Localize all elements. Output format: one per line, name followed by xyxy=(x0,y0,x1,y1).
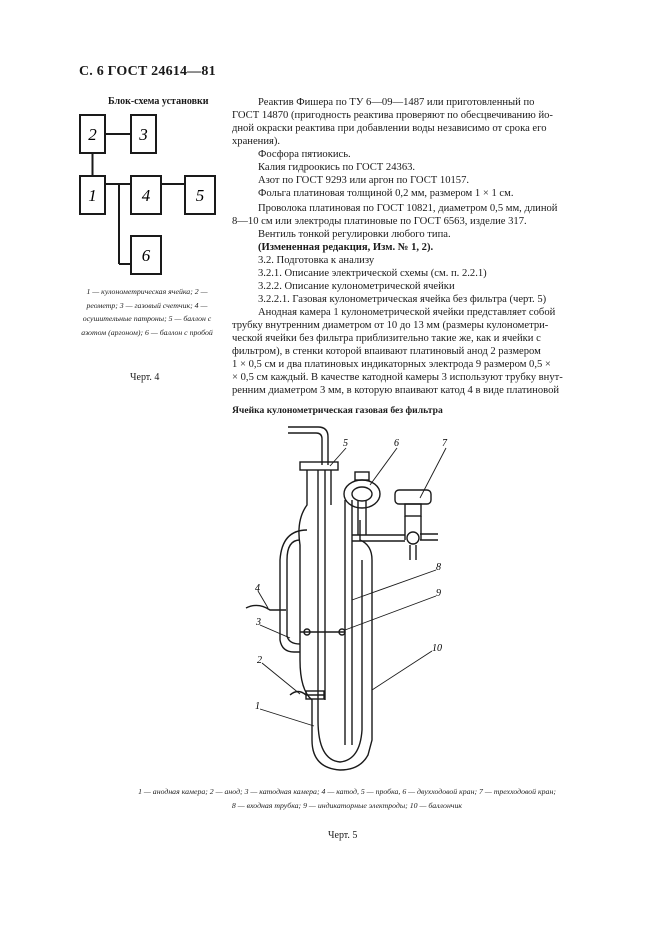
body-line-amendment: (Измененная редакция, Изм. № 1, 2). xyxy=(258,242,434,253)
body-line: ренним диаметром 3 мм, в которую впаивают катод 4 в виде платиновой xyxy=(232,385,560,396)
fig5-label-3: 3 xyxy=(256,617,261,628)
fig5-label-7: 7 xyxy=(442,438,447,449)
block-label-1: 1 xyxy=(88,186,97,205)
body-line: ГОСТ 14870 (пригодность реактива проверяют по обесцвечиванию йо- xyxy=(232,110,553,121)
body-line: 1 × 0,5 см и два платиновых индикаторных электрода 9 размером 0,5 × xyxy=(232,359,551,370)
figure-5-title: Ячейка кулонометрическая газовая без фильтра xyxy=(232,405,443,416)
body-line: Азот по ГОСТ 9293 или аргон по ГОСТ 10157. xyxy=(258,175,470,186)
body-line: 3.2. Подготовка к анализу xyxy=(258,255,375,266)
body-line: фильтром), в стенки которой впаивают платиновый анод 2 размером xyxy=(232,346,541,357)
body-line: × 0,5 см каждый. В качестве катодной камеры 3 используют трубку внут- xyxy=(232,372,563,383)
body-line: Фосфора пятиокись. xyxy=(258,149,351,160)
block-label-5: 5 xyxy=(195,186,205,205)
fig5-label-1: 1 xyxy=(255,701,260,712)
figure-5-caption-line2: 8 — входная трубка; 9 — индикаторные электроды; 10 — баллончик xyxy=(231,801,463,810)
body-line: 3.2.2.1. Газовая кулонометрическая ячейка без фильтра (черт. 5) xyxy=(258,294,547,305)
fig5-label-10: 10 xyxy=(432,643,442,654)
body-line: Реактив Фишера по ТУ 6—09—1487 или приготовленный по xyxy=(258,97,535,108)
body-line: Проволока платиновая по ГОСТ 10821, диаметром 0,5 мм, длиной xyxy=(258,203,558,214)
body-line: 3.2.2. Описание кулонометрической ячейки xyxy=(258,281,455,292)
body-line: 8—10 см или электроды платиновые по ГОСТ 6563, изделие 317. xyxy=(232,216,527,227)
fig5-label-6: 6 xyxy=(394,438,399,449)
fig5-label-2: 2 xyxy=(257,655,262,666)
figure-4-label: Черт. 4 xyxy=(130,372,160,383)
figure-5-caption xyxy=(79,785,615,813)
fig5-label-8: 8 xyxy=(436,562,441,573)
body-line: трубку внутренним диаметром от 10 до 13 мм (размеры кулонометри- xyxy=(232,320,549,331)
block-label-2: 2 xyxy=(88,125,97,144)
body-line: 3.2.1. Описание электрической схемы (см. п. 2.2.1) xyxy=(258,268,487,279)
block-label-6: 6 xyxy=(141,246,151,265)
body-line: дной окраски реактива при добавлении воды независимо от срока его xyxy=(232,123,547,134)
fig5-label-9: 9 xyxy=(436,588,441,599)
block-diagram-title: Блок-схема установки xyxy=(108,96,209,107)
figure-5-caption-line1: 1 — анодная камера; 2 — анод; 3 — катодная камера; 4 — катод, 5 — пробка, 6 — двухходовой кран; 7 — трехходовой кран; xyxy=(138,787,556,796)
block-label-3: 3 xyxy=(139,125,148,144)
body-line: Калия гидроокись по ГОСТ 24363. xyxy=(258,162,416,173)
page-header: С. 6 ГОСТ 24614—81 xyxy=(79,64,216,79)
body-line: Фольга платиновая толщиной 0,2 мм, размером 1 × 1 см. xyxy=(258,188,514,199)
figure-5-label: Черт. 5 xyxy=(328,830,358,841)
body-line: ческой ячейки без фильтра приблизительно такие же, как и ячейки с xyxy=(232,333,541,344)
body-line: хранения). xyxy=(232,136,281,147)
block-diagram-legend: 1 — кулонометрическая ячейка; 2 — реометр; 3 — газовый счетчик; 4 — осушительные патроны; 5 — баллон с азотом (аргоном); 6 — баллон с пробой xyxy=(81,287,213,337)
fig5-label-4: 4 xyxy=(255,583,260,594)
body-line: Вентиль тонкой регулировки любого типа. xyxy=(258,229,451,240)
fig5-label-5: 5 xyxy=(343,438,348,449)
block-label-4: 4 xyxy=(141,186,151,205)
body-line: Анодная камера 1 кулонометрической ячейки представляет собой xyxy=(258,307,556,318)
